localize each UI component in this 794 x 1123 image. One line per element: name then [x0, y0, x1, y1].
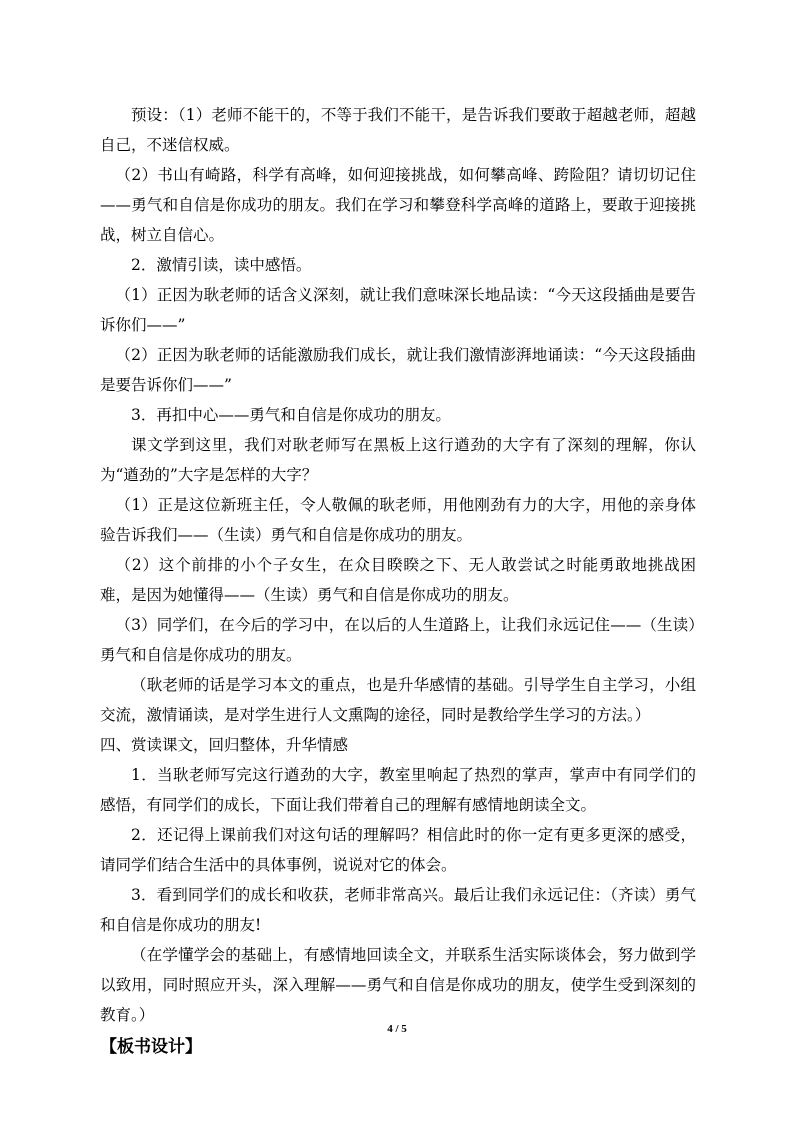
section-title-4: 四、赏读课文，回归整体，升华情感 [100, 736, 349, 754]
paragraph-2: 2．激情引读，读中感悟。 [131, 256, 312, 274]
paragraph-7: （1）正是这位新班主任，令人敬佩的耿老师，用他刚劲有力的大字，用他的亲身体验告诉我们——（生读）勇气和自信是你成功的朋友。 [100, 496, 696, 544]
paragraph-14: 3．看到同学们的成长和收获，老师非常高兴。最后让我们永远记住：（齐读）勇气和自信是你成功的朋友! [100, 886, 696, 934]
paragraph-12: 1．当耿老师写完这行遒劲的大字，教室里响起了热烈的掌声，掌声中有同学们的感悟，有同学们的成长，下面让我们带着自己的理解有感情地朗读全文。 [100, 766, 696, 814]
paragraph-5: 3．再扣中心——勇气和自信是你成功的朋友。 [131, 406, 451, 424]
paragraph-9: （3）同学们，在今后的学习中，在以后的人生道路上，让我们永远记住——（生读）勇气和自信是你成功的朋友。 [100, 616, 696, 664]
page-number: 4 / 5 [387, 1023, 407, 1035]
paragraph-3: （1）正因为耿老师的话含义深刻，就让我们意味深长地品读：“今天这段插曲是要告诉你们——” [100, 286, 696, 334]
board-design-heading: 【板书设计】 [100, 1037, 202, 1057]
paragraph-1: （2）书山有崎路，科学有高峰，如何迎接挑战，如何攀高峰、跨险阻？请切切记住——勇气和自信是你成功的朋友。我们在学习和攀登科学高峰的道路上，要敢于迎接挑战，树立自信心。 [100, 166, 696, 244]
paragraph-8: （2）这个前排的小个子女生，在众目睽睽之下、无人敢尝试之时能勇敢地挑战困难，是因为她懂得——（生读）勇气和自信是你成功的朋友。 [100, 556, 696, 604]
paragraph-4: （2）正因为耿老师的话能激励我们成长，就让我们激情澎湃地诵读：“今天这段插曲是要告诉你们——” [100, 346, 696, 394]
paragraph-6: 课文学到这里，我们对耿老师写在黑板上这行遒劲的大字有了深刻的理解，你认为“遒劲的”大字是怎样的大字？ [100, 436, 696, 484]
document-body [100, 100, 696, 1062]
paragraph-15: （在学懂学会的基础上，有感情地回读全文，并联系生活实际谈体会，努力做到学以致用，同时照应开头，深入理解——勇气和自信是你成功的朋友，使学生受到深刻的教育。） [100, 946, 696, 1024]
paragraph-0: 预设：（1）老师不能干的，不等于我们不能干，是告诉我们要敢于超越老师，超越自己，不迷信权威。 [100, 106, 696, 154]
paragraph-10: （耿老师的话是学习本文的重点，也是升华感情的基础。引导学生自主学习，小组交流，激情诵读，是对学生进行人文熏陶的途径，同时是教给学生学习的方法。） [100, 676, 696, 724]
paragraph-13: 2．还记得上课前我们对这句话的理解吗？相信此时的你一定有更多更深的感受，请同学们结合生活中的具体事例，说说对它的体会。 [100, 826, 696, 874]
